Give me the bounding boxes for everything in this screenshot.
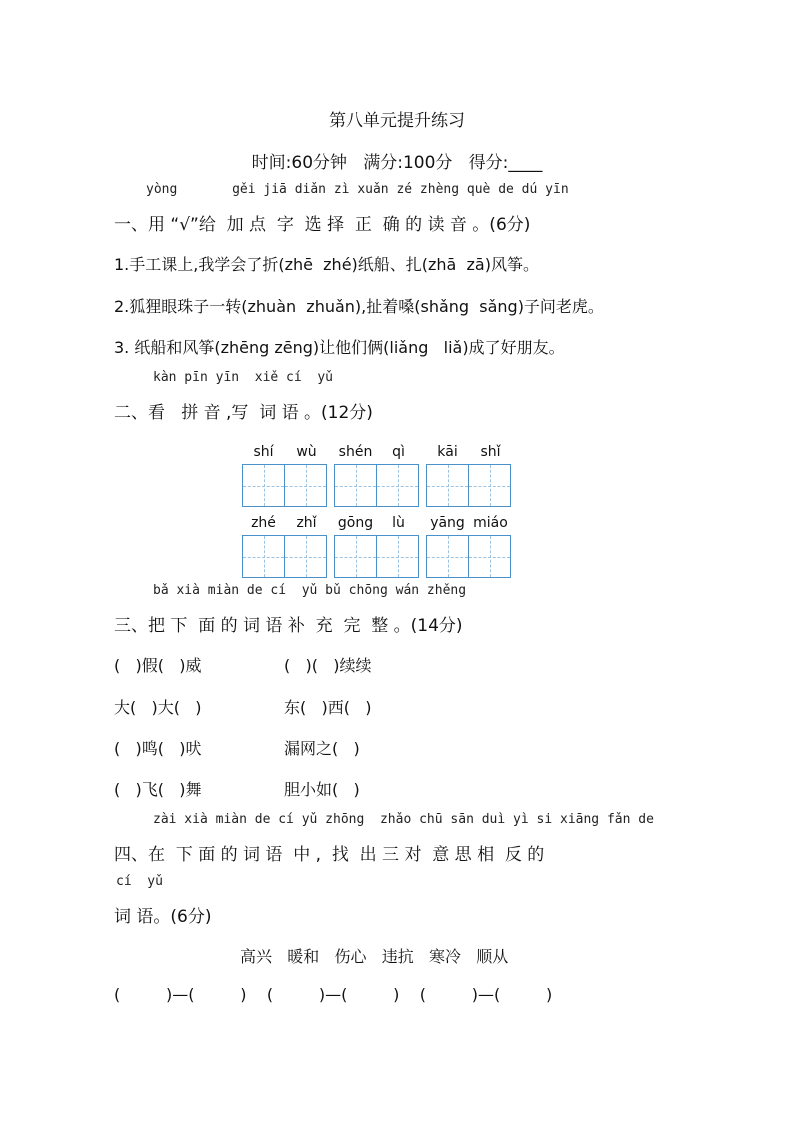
writing-box[interactable] [377, 536, 418, 577]
page-title: 第八单元提升练习 [329, 111, 465, 131]
grid-pinyin: kāi [437, 444, 458, 460]
writing-box[interactable] [469, 536, 510, 577]
q3-row-1-a: ( )假( )威 [114, 656, 202, 675]
writing-box[interactable] [243, 536, 285, 577]
writing-box[interactable] [243, 465, 285, 506]
q2-heading: 二、看 拼 音 ,写 词 语 。(12分) [114, 403, 373, 423]
q1-item-1: 1.手工课上,我学会了折(zhē zhé)纸船、扎(zhā zā)风筝。 [114, 255, 539, 274]
writing-box[interactable] [469, 465, 510, 506]
grid-pinyin: yāng [430, 515, 465, 531]
q4-pinyin-2: cí yǔ [116, 874, 163, 889]
q3-row-1-b: ( )( )续续 [284, 656, 372, 675]
q4-heading-2: 词 语。(6分) [114, 907, 212, 927]
q3-pinyin: bǎ xià miàn de cí yǔ bǔ chōng wán zhěng [153, 583, 467, 598]
grid-pinyin: miáo [473, 515, 508, 531]
antonym-blanks[interactable]: ( )—( ) ( )—( ) ( )—( ) [114, 985, 553, 1004]
q3-heading: 三、把 下 面 的 词 语 补 充 完 整 。(14分) [114, 616, 463, 636]
grid-pinyin: shǐ [480, 444, 501, 460]
writing-box[interactable] [335, 465, 377, 506]
q3-row-3-a: ( )鸣( )吠 [114, 739, 202, 758]
grid-pinyin: shén [338, 444, 373, 460]
grid-pinyin: lù [392, 515, 405, 531]
q1-heading: 一、用 “√”给 加 点 字 选 择 正 确 的 读 音 。(6分) [114, 215, 531, 235]
q1-item-3: 3. 纸船和风筝(zhēng zēng)让他们俩(liǎng liǎ)成了好朋友。 [114, 338, 565, 357]
grid-pinyin: qì [392, 444, 405, 460]
q3-row-2-b: 东( )西( ) [284, 698, 372, 717]
writing-box[interactable] [377, 465, 418, 506]
writing-box[interactable] [285, 465, 326, 506]
q2-pinyin: kàn pīn yīn xiě cí yǔ [153, 370, 334, 385]
q1-item-2: 2.狐狸眼珠子一转(zhuàn zhuǎn),扯着嗓(shǎng sǎng)子问老虎。 [114, 297, 604, 316]
writing-box[interactable] [427, 465, 469, 506]
grid-pinyin: shí [253, 444, 274, 460]
grid-pinyin: zhǐ [296, 515, 317, 531]
q3-row-4-a: ( )飞( )舞 [114, 780, 202, 799]
grid-pinyin: zhé [251, 515, 276, 531]
writing-box[interactable] [285, 536, 326, 577]
writing-box[interactable] [427, 536, 469, 577]
q4-heading: 四、在 下 面 的 词 语 中 , 找 出 三 对 意 思 相 反 的 [114, 845, 545, 865]
q3-row-4-b: 胆小如( ) [284, 780, 360, 799]
exam-meta: 时间:60分钟 满分:100分 得分:____ [251, 153, 543, 173]
q3-row-3-b: 漏网之( ) [284, 739, 360, 758]
grid-pinyin: gōng [337, 515, 374, 531]
word-bank: 高兴 暖和 伤心 违抗 寒冷 顺从 [240, 947, 509, 966]
q4-pinyin: zài xià miàn de cí yǔ zhōng zhǎo chū sān duì yì si xiāng fǎn de [153, 812, 654, 827]
grid-pinyin: wù [296, 444, 317, 460]
q1-pinyin: yòng gěi jiā diǎn zì xuǎn zé zhèng què de dú yīn [146, 182, 569, 197]
writing-box[interactable] [335, 536, 377, 577]
q3-row-2-a: 大( )大( ) [114, 698, 202, 717]
